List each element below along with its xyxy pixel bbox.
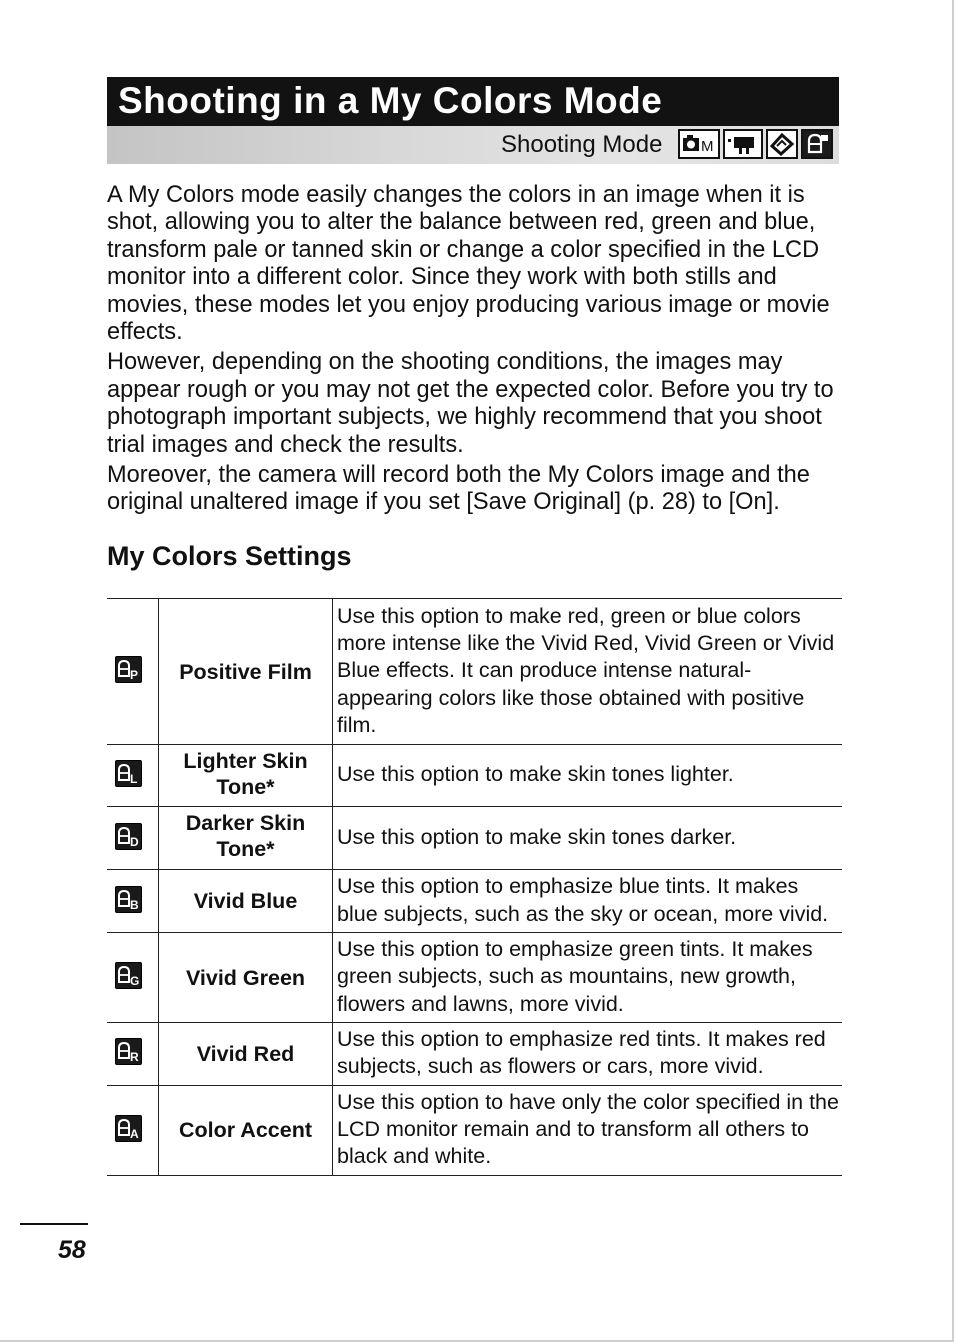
intro-paragraph: A My Colors mode easily changes the colors in an image when it is shot, allowing you to alter the balance between red, green and blue, transform pale or tanned skin or change a color specified in the LCD monitor into a different color. Since they work with both stills and movies, these modes let you enjoy producing various image or movie effects. — [107, 182, 830, 346]
page-number-rule — [20, 1223, 88, 1225]
page-title: Shooting in a My Colors Mode — [118, 80, 663, 121]
my-colors-lighter-skin-icon — [115, 760, 142, 787]
shooting-mode-label: Shooting Mode — [501, 131, 663, 158]
setting-name: Lighter Skin Tone* — [159, 745, 333, 807]
intro-paragraph: Moreover, the camera will record both the My Colors image and the original unaltered image if you set [Save Original] (p. 28) to [On]. — [107, 462, 810, 516]
section-heading: My Colors Settings — [107, 541, 352, 571]
setting-name: Vivid Red — [159, 1023, 333, 1086]
my-colors-color-accent-icon — [115, 1115, 142, 1142]
setting-name: Vivid Blue — [159, 870, 333, 933]
setting-description: Use this option to make red, green or blue colors more intense like the Vivid Red, Vivid Green or Vivid Blue effects. It can produce intense natural-appearing colors like those obtained with positive film. — [333, 599, 843, 745]
svg-text:L: L — [130, 772, 138, 786]
camera-m-icon — [678, 129, 720, 159]
setting-description: Use this option to emphasize red tints. It makes red subjects, such as flowers or cars, more vivid. — [333, 1023, 843, 1086]
setting-name: Positive Film — [159, 599, 333, 745]
setting-description: Use this option to have only the color specified in the LCD monitor remain and to transform all others to black and white. — [333, 1085, 843, 1175]
svg-text:G: G — [130, 974, 140, 988]
my-colors-darker-skin-icon — [115, 823, 142, 850]
table-row — [107, 807, 842, 870]
svg-text:A: A — [130, 1126, 139, 1141]
my-colors-settings-table — [107, 598, 842, 1176]
my-colors-positive-film-icon — [115, 656, 142, 683]
my-colors-vivid-red-icon — [115, 1038, 142, 1065]
setting-name: Vivid Green — [159, 933, 333, 1023]
shooting-mode-icons — [678, 129, 833, 159]
setting-name: Darker Skin Tone* — [159, 807, 333, 870]
setting-description: Use this option to make skin tones lighter. — [333, 745, 843, 807]
table-row — [107, 870, 842, 933]
special-scene-icon — [766, 129, 798, 159]
table-row — [107, 1085, 842, 1175]
shooting-mode-strip — [107, 126, 839, 164]
svg-text:D: D — [130, 834, 139, 849]
table-row — [107, 933, 842, 1023]
table-row — [107, 599, 842, 745]
svg-text:B: B — [130, 897, 139, 912]
setting-description: Use this option to emphasize blue tints. It makes blue subjects, such as the sky or ocean, more vivid. — [333, 870, 843, 933]
intro-text — [107, 182, 841, 520]
svg-text:M: M — [701, 138, 714, 155]
setting-name: Color Accent — [159, 1085, 333, 1175]
movie-icon — [723, 129, 763, 159]
my-colors-vivid-blue-icon — [115, 886, 142, 913]
my-colors-icon — [801, 129, 833, 159]
section-header — [107, 77, 839, 164]
table-row — [107, 745, 842, 807]
table-row — [107, 1023, 842, 1086]
my-colors-vivid-green-icon — [115, 962, 142, 989]
setting-description: Use this option to make skin tones darker. — [333, 807, 843, 870]
intro-paragraph: However, depending on the shooting conditions, the images may appear rough or you may not get the expected color. Before you try to photograph important subjects, we highly recommend that you shoot trial images and check the results. — [107, 349, 834, 458]
setting-description: Use this option to emphasize green tints. It makes green subjects, such as mountains, new growth, flowers and lawns, more vivid. — [333, 933, 843, 1023]
page-number: 58 — [58, 1236, 86, 1264]
svg-text:P: P — [130, 668, 139, 682]
svg-text:R: R — [130, 1050, 139, 1065]
